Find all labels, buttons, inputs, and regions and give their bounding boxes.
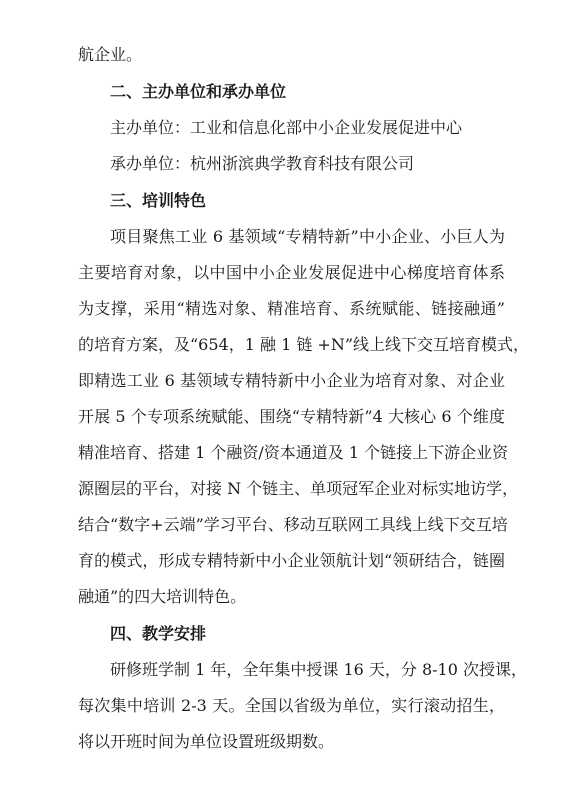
paragraph-line: 即精选工业 6 基领域专精特新中小企业为培育对象、对企业 <box>78 371 505 390</box>
paragraph-line: 融通”的四大培训特色。 <box>78 587 247 606</box>
paragraph-line: 源圈层的平台，对接 N 个链主、单项冠军企业对标实地访学， <box>78 479 519 498</box>
paragraph-line: 每次集中培训 2-3 天。全国以省级为单位，实行滚动招生， <box>78 696 505 715</box>
paragraph-line: 的培育方案，及“654，1 融 1 链 +N”线上线下交互培育模式， <box>78 335 530 354</box>
paragraph-line: 主要培育对象，以中国中小企业发展促进中心梯度培育体系 <box>78 263 505 282</box>
continuation-text: 航企业。 <box>78 45 143 64</box>
paragraph-line: 开展 5 个专项系统赋能、围绕“专精特新”4 大核心 6 个维度 <box>78 407 505 426</box>
section-heading-features: 三、培训特色 <box>110 191 207 210</box>
paragraph-line: 项目聚焦工业 6 基领域“专精特新”中小企业、小巨人为 <box>110 227 505 246</box>
section-heading-organizers: 二、主办单位和承办单位 <box>110 82 287 101</box>
paragraph-line: 为支撑，采用“精选对象、精准培育、系统赋能、链接融通” <box>78 299 505 318</box>
paragraph-line: 育的模式，形成专精特新中小企业领航计划“领研结合，链圈 <box>78 551 505 570</box>
undertaker-line: 承办单位：杭州浙滨典学教育科技有限公司 <box>110 154 415 173</box>
paragraph-line: 结合“数字+云端”学习平台、移动互联网工具线上线下交互培 <box>78 515 508 534</box>
section-heading-schedule: 四、教学安排 <box>110 624 207 643</box>
paragraph-line: 研修班学制 1 年，全年集中授课 16 天，分 8-10 次授课， <box>110 660 528 679</box>
organizer-line: 主办单位：工业和信息化部中小企业发展促进中心 <box>110 118 463 137</box>
paragraph-line: 将以开班时间为单位设置班级期数。 <box>78 732 335 751</box>
paragraph-line: 精准培育、搭建 1 个融资/资本通道及 1 个链接上下游企业资 <box>78 443 509 462</box>
